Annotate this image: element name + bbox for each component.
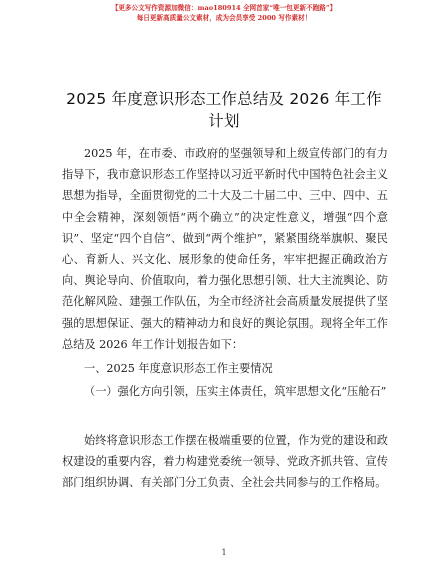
section-heading: 一、2025 年度意识形态工作主要情况 <box>84 362 273 375</box>
body-paragraph: 始终将意识形态工作摆在极端重要的位置，作为党的建设和政权建设的重要内容，着力构建党委统一领导、党政齐抓共管、宣传部门组织协调、有关部门分工负责、全社会共同参与的工作格局。 <box>62 434 388 490</box>
document-title: 2025 年度意识形态工作总结及 2026 年工作计划 <box>66 90 382 130</box>
page-number: 1 <box>221 548 227 557</box>
promo-banner-line-2: 每日更新高质量公文素材，成为会员享受 2000 写作素材！ <box>136 14 312 22</box>
subsection-heading: （一）强化方向引领，压实主体责任，筑牢思想文化“压舱石” <box>84 385 387 398</box>
intro-paragraph: 2025 年，在市委、市政府的坚强领导和上级宣传部门的有力指导下，我市意识形态工作坚持以习近平新时代中国特色社会主义思想为指导，全面贯彻党的二十大及二十届二中、三中、四中、五中全会精神，深刻领悟“两个确立”的决定性意义，增强“四个意识”、坚定“四个自信”、做到“两个维护”，紧紧围绕举旗帜、聚民心、育新人、兴文化、展形象的使命任务，牢牢把握正确政治方向、舆论导向、价值取向，着力强化思想引领、壮大主流舆论、防范化解风险、建强工作队伍，为全市经济社会高质量发展提供了坚强的思想保证、强大的精神动力和良好的舆论氛围。现将全年工作总结及 2026 年工作计划报告如下： <box>62 147 388 351</box>
promo-banner-line-1: 【更多公文写作资源加微信：mao180914 全网首家“唯一包更新不跑路”】 <box>111 4 337 12</box>
